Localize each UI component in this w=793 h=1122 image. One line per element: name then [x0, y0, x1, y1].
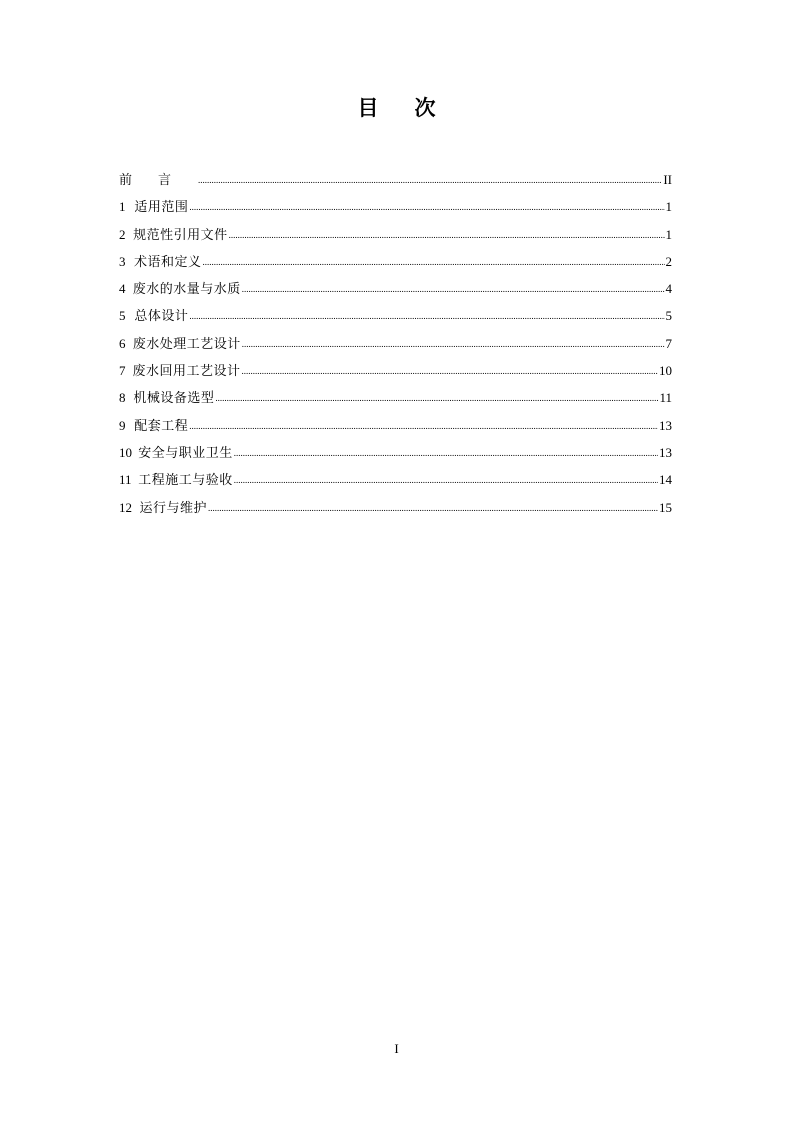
toc-entry-label: 安全与职业卫生	[138, 445, 233, 461]
toc-entry-page: 7	[665, 335, 672, 351]
toc-entry-number: 11	[119, 472, 132, 488]
toc-entry[interactable]	[119, 252, 672, 279]
toc-entry[interactable]	[119, 388, 672, 415]
toc-entry-label: 废水回用工艺设计	[132, 364, 241, 380]
toc-entry-label: 工程施工与验收	[138, 473, 233, 489]
toc-entry[interactable]	[119, 306, 672, 333]
page-number: I	[394, 1041, 399, 1056]
toc-entry-label: 前言	[119, 173, 198, 188]
toc-entry-page: 10	[659, 363, 672, 379]
toc-entry-label: 运行与维护	[139, 500, 207, 516]
toc-entry-number: 1	[119, 199, 126, 215]
toc-entry-number: 4	[119, 281, 126, 297]
toc-entry[interactable]	[119, 443, 672, 470]
toc-entry-label: 机械设备选型	[133, 391, 215, 407]
toc-entry[interactable]	[119, 279, 672, 306]
dot-leader	[189, 416, 658, 436]
dot-leader	[234, 443, 658, 463]
toc-entry-page: 1	[665, 199, 672, 215]
toc-entry-page: 1	[665, 226, 672, 242]
dot-leader	[198, 170, 662, 190]
toc-entry-foreword[interactable]	[119, 170, 672, 197]
toc-entry-page: 15	[659, 499, 672, 515]
dot-leader	[208, 498, 658, 518]
page-title: 目次	[357, 95, 472, 120]
toc-entry-label: 术语和定义	[133, 254, 202, 270]
toc-entry-number: 12	[119, 499, 132, 515]
toc-entry-label: 适用范围	[134, 200, 189, 216]
toc-entry-page: 13	[659, 444, 672, 460]
toc-entry[interactable]	[119, 361, 672, 388]
toc-entry-number: 8	[119, 390, 126, 406]
dot-leader	[242, 279, 665, 299]
toc-entry-number: 3	[119, 253, 126, 269]
table-of-contents	[119, 170, 672, 525]
dot-leader	[229, 225, 665, 245]
dot-leader	[203, 252, 665, 272]
toc-entry-number: 5	[119, 308, 126, 324]
toc-entry-number: 9	[119, 417, 126, 433]
toc-entry-number: 10	[119, 444, 132, 460]
dot-leader	[242, 334, 665, 354]
toc-entry[interactable]	[119, 416, 672, 443]
toc-entry-number: 6	[119, 335, 126, 351]
toc-entry-label: 规范性引用文件	[133, 227, 228, 243]
toc-entry[interactable]	[119, 334, 672, 361]
dot-leader	[189, 197, 664, 217]
toc-entry-label: 配套工程	[134, 418, 189, 434]
dot-leader	[189, 306, 664, 326]
toc-entry-page: 5	[665, 308, 672, 324]
toc-entry-page: II	[663, 172, 672, 187]
toc-entry-page: 14	[659, 472, 672, 488]
toc-entry-label: 总体设计	[134, 309, 189, 325]
toc-entry-label: 废水处理工艺设计	[132, 336, 241, 352]
toc-entry[interactable]	[119, 498, 672, 525]
toc-entry-page: 4	[665, 281, 672, 297]
toc-entry-page: 11	[659, 390, 672, 406]
dot-leader	[234, 470, 658, 490]
dot-leader	[242, 361, 658, 381]
toc-entry[interactable]	[119, 470, 672, 497]
toc-entry-label: 废水的水量与水质	[132, 282, 241, 298]
dot-leader	[215, 388, 658, 408]
toc-entry-number: 2	[119, 226, 126, 242]
toc-entry-page: 2	[665, 253, 672, 269]
toc-entry[interactable]	[119, 225, 672, 252]
toc-entry-page: 13	[659, 417, 672, 433]
toc-entry-number: 7	[119, 363, 126, 379]
toc-entry[interactable]	[119, 197, 672, 224]
